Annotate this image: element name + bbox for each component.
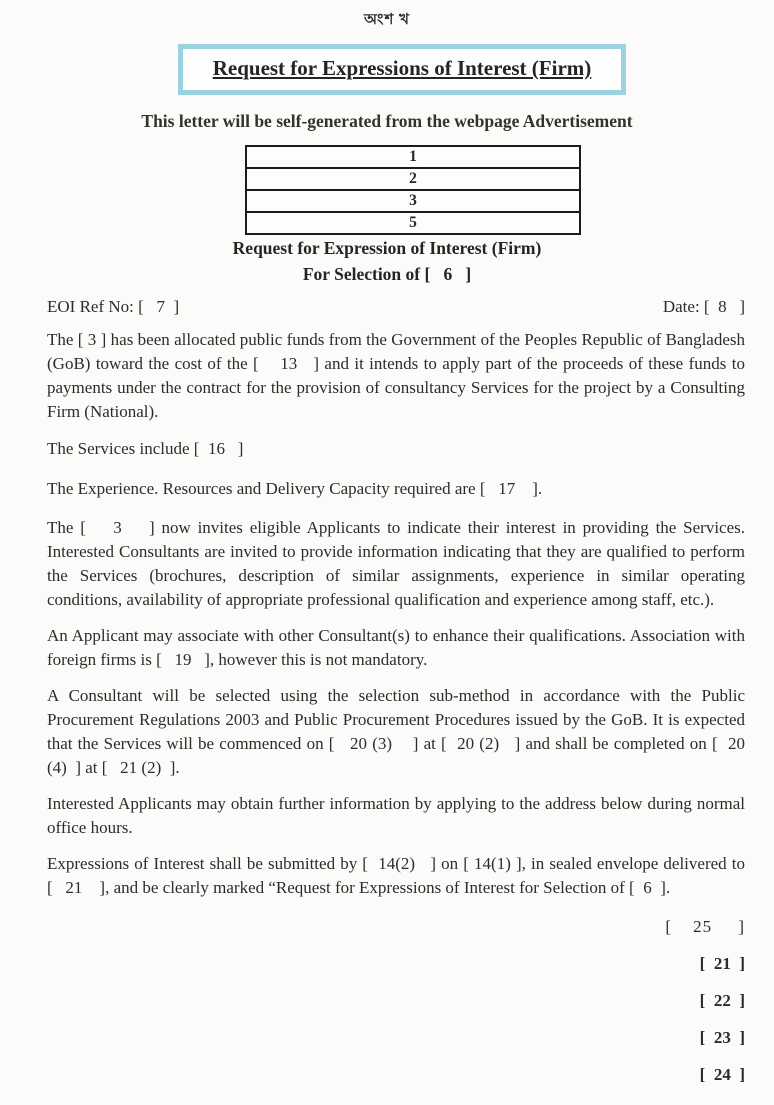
table-row xyxy=(246,212,580,234)
footer-field-22: [ 22 ] xyxy=(699,991,745,1010)
eoi-ref-no-field: EOI Ref No: [ 7 ] xyxy=(47,297,180,316)
table-cell: 5 xyxy=(246,212,580,234)
reference-table xyxy=(245,145,581,235)
table-cell: 1 xyxy=(246,146,580,168)
part-label: অংশ খ xyxy=(364,12,410,28)
table-cell: 3 xyxy=(246,190,580,212)
table-row xyxy=(246,168,580,190)
footer-field-23: [ 23 ] xyxy=(699,1028,745,1047)
paragraph-information: Interested Applicants may obtain further information by applying to the address below during normal office hours. xyxy=(47,794,745,837)
ref-date-row xyxy=(47,297,745,317)
paragraph-selection: A Consultant will be selected using the selection sub-method in accordance with the Public Procurement Regulations 2003 and Public Procurement Procedures issued by the GoB. It is expected that the Services will be commenced on [ 20 (3) ] at [ 20 (2) ] and shall be completed on [ 20 (4) ] at [ 21 (2) ]. xyxy=(47,686,745,777)
footer-field-21: [ 21 ] xyxy=(699,954,745,973)
date-field: Date: [ 8 ] xyxy=(662,297,745,316)
paragraph-services: The Services include [ 16 ] xyxy=(47,439,244,458)
title-highlight-box xyxy=(178,44,626,95)
page-title: Request for Expressions of Interest (Firm) xyxy=(212,56,592,80)
selection-heading: For Selection of [ 6 ] xyxy=(302,264,472,284)
table-cell: 2 xyxy=(246,168,580,190)
footer-field-24: [ 24 ] xyxy=(699,1065,745,1084)
table-row xyxy=(246,190,580,212)
paragraph-funding: The [ 3 ] has been allocated public funds from the Government of the Peoples Republic of Bangladesh (GoB) toward the cost of the [ 13 ] and it intends to apply part of the proceeds of these funds to payments under the contract for the provision of consultancy Services for the project by a Consulting Firm (National). xyxy=(47,330,745,421)
paragraph-invitation: The [ 3 ] now invites eligible Applicants to indicate their interest in providing the Services. Interested Consultants are invited to provide information indicating that they are qualified to perform the Services (brochures, description of similar assignments, experience in similar operating conditions, availability of appropriate professional qualification and experience among staff, etc.). xyxy=(47,518,745,609)
paragraph-association: An Applicant may associate with other Consultant(s) to enhance their qualifications. Association with foreign firms is [ 19 ], however this is not mandatory. xyxy=(47,626,745,669)
doc-heading: Request for Expression of Interest (Firm) xyxy=(232,238,542,258)
footer-field-25: [ 25 ] xyxy=(665,917,745,936)
subtitle: This letter will be self-generated from the webpage Advertisement xyxy=(141,111,633,131)
footer-fields xyxy=(47,916,745,1085)
paragraph-submission: Expressions of Interest shall be submitted by [ 14(2) ] on [ 14(1) ], in sealed envelope delivered to [ 21 ], and be clearly marked “Request for Expressions of Interest for Selection of [ 6 ]. xyxy=(47,854,745,897)
table-row xyxy=(246,146,580,168)
paragraph-experience: The Experience. Resources and Delivery Capacity required are [ 17 ]. xyxy=(47,479,543,498)
